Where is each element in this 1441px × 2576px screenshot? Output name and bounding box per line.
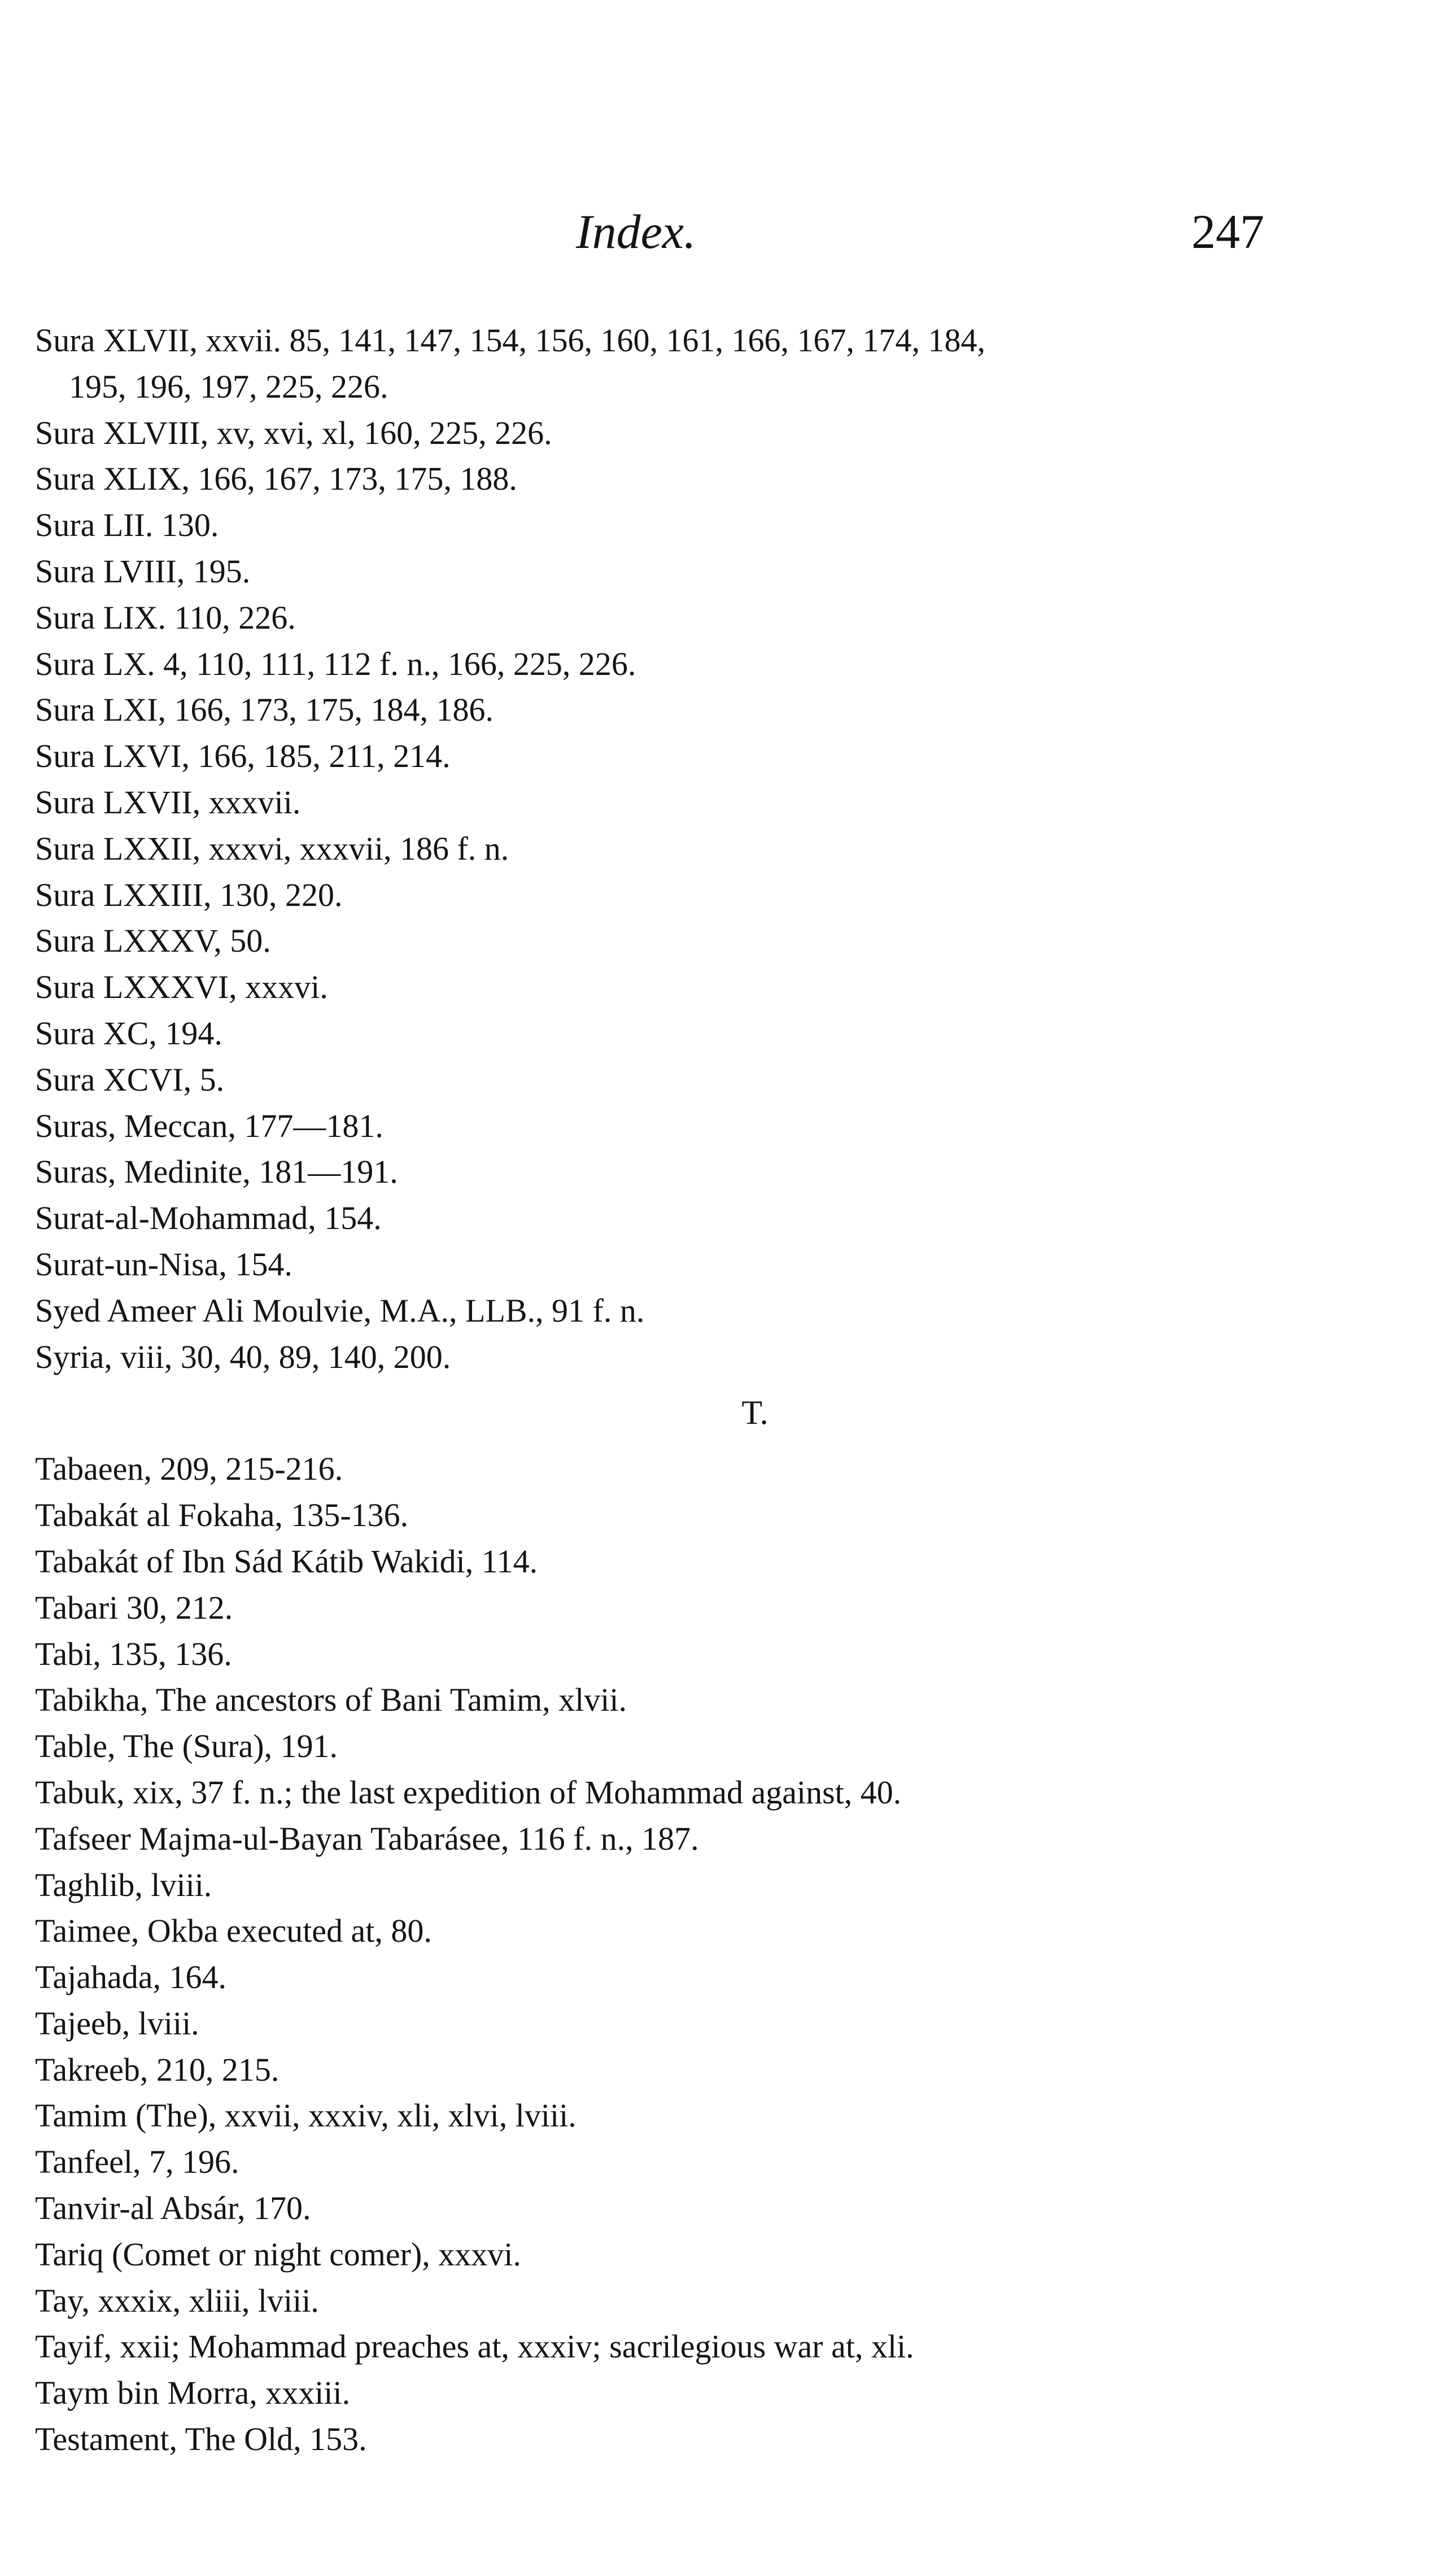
index-entry: Surat-al-Mohammad, 154. (35, 1200, 382, 1237)
index-entry: Sura LIX. 110, 226. (35, 599, 296, 636)
index-entry: Tabakát al Fokaha, 135-136. (35, 1497, 409, 1534)
index-entry: Taym bin Morra, xxxiii. (35, 2374, 351, 2412)
index-entry: Tay, xxxix, xliii, lviii. (35, 2282, 319, 2319)
index-entry: Testament, The Old, 153. (35, 2421, 367, 2458)
index-entry: Surat-un-Nisa, 154. (35, 1245, 292, 1283)
index-entry: Tanvir-al Absár, 170. (35, 2190, 311, 2227)
index-entries (35, 317, 1305, 2462)
index-entry: Tabi, 135, 136. (35, 1635, 232, 1672)
section-heading-t: T. (741, 1394, 768, 1432)
index-entry: Taghlib, lviii. (35, 1866, 212, 1903)
index-entry: Tafseer Majma-ul-Bayan Tabarásee, 116 f. n., 187. (35, 1820, 699, 1857)
index-entry: Sura XCVI, 5. (35, 1061, 225, 1098)
index-entry: Tabuk, xix, 37 f. n.; the last expedition of Mohammad against, 40. (35, 1773, 902, 1811)
page-title: Index. (576, 204, 696, 259)
index-entry: Tanfeel, 7, 196. (35, 2143, 239, 2181)
index-entry: Tayif, xxii; Mohammad preaches at, xxxiv; sacrilegious war at, xli. (35, 2328, 914, 2365)
index-entry: Sura LX. 4, 110, 111, 112 f. n., 166, 225, 226. (35, 645, 636, 682)
index-entry: Sura LXI, 166, 173, 175, 184, 186. (35, 691, 494, 729)
index-entry: Sura LXXXVI, xxxvi. (35, 969, 328, 1006)
index-entry: Sura LXXXV, 50. (35, 922, 271, 960)
index-entry: Tajahada, 164. (35, 1959, 226, 1996)
index-entry: Sura LXVI, 166, 185, 211, 214. (35, 738, 451, 775)
index-entry: Tabaeen, 209, 215-216. (35, 1450, 343, 1488)
index-entry: Suras, Meccan, 177—181. (35, 1107, 383, 1144)
index-section-s (35, 317, 1305, 1380)
index-entry: Sura LII. 130. (35, 507, 219, 544)
page-number: 247 (1191, 204, 1264, 259)
index-entry: Sura LXVII, xxxvii. (35, 783, 301, 821)
index-entry: Tajeeb, lviii. (35, 2004, 199, 2042)
index-entry: Syria, viii, 30, 40, 89, 140, 200. (35, 1338, 451, 1375)
index-entry: Sura XLVIII, xv, xvi, xl, 160, 225, 226. (35, 414, 552, 451)
index-entry-continuation: 195, 196, 197, 225, 226. (69, 368, 388, 405)
index-entry: Sura LXXII, xxxvi, xxxvii, 186 f. n. (35, 830, 509, 867)
running-head (0, 200, 1441, 263)
index-entry: Suras, Medinite, 181—191. (35, 1153, 398, 1191)
index-entry: Takreeb, 210, 215. (35, 2051, 280, 2088)
index-entry: Tabari 30, 212. (35, 1589, 233, 1626)
index-entry: Sura XLIX, 166, 167, 173, 175, 188. (35, 460, 517, 498)
index-entry: Table, The (Sura), 191. (35, 1728, 338, 1765)
index-entry: Tamim (The), xxvii, xxxiv, xli, xlvi, lviii. (35, 2097, 577, 2134)
index-entry: Sura XLVII, xxvii. 85, 141, 147, 154, 156, 160, 161, 166, 167, 174, 184, (35, 322, 986, 359)
index-entry: Tariq (Comet or night comer), xxxvi. (35, 2235, 521, 2273)
index-entry: Taimee, Okba executed at, 80. (35, 1912, 432, 1950)
index-section-t (35, 1446, 1305, 2462)
index-entry: Tabakát of Ibn Sád Kátib Wakidi, 114. (35, 1542, 538, 1580)
index-entry: Tabikha, The ancestors of Bani Tamim, xlvii. (35, 1681, 627, 1719)
index-entry: Syed Ameer Ali Moulvie, M.A., LLB., 91 f. n. (35, 1292, 645, 1329)
index-entry: Sura XC, 194. (35, 1014, 222, 1052)
index-entry: Sura LVIII, 195. (35, 552, 251, 590)
index-entry: Sura LXXIII, 130, 220. (35, 876, 343, 913)
